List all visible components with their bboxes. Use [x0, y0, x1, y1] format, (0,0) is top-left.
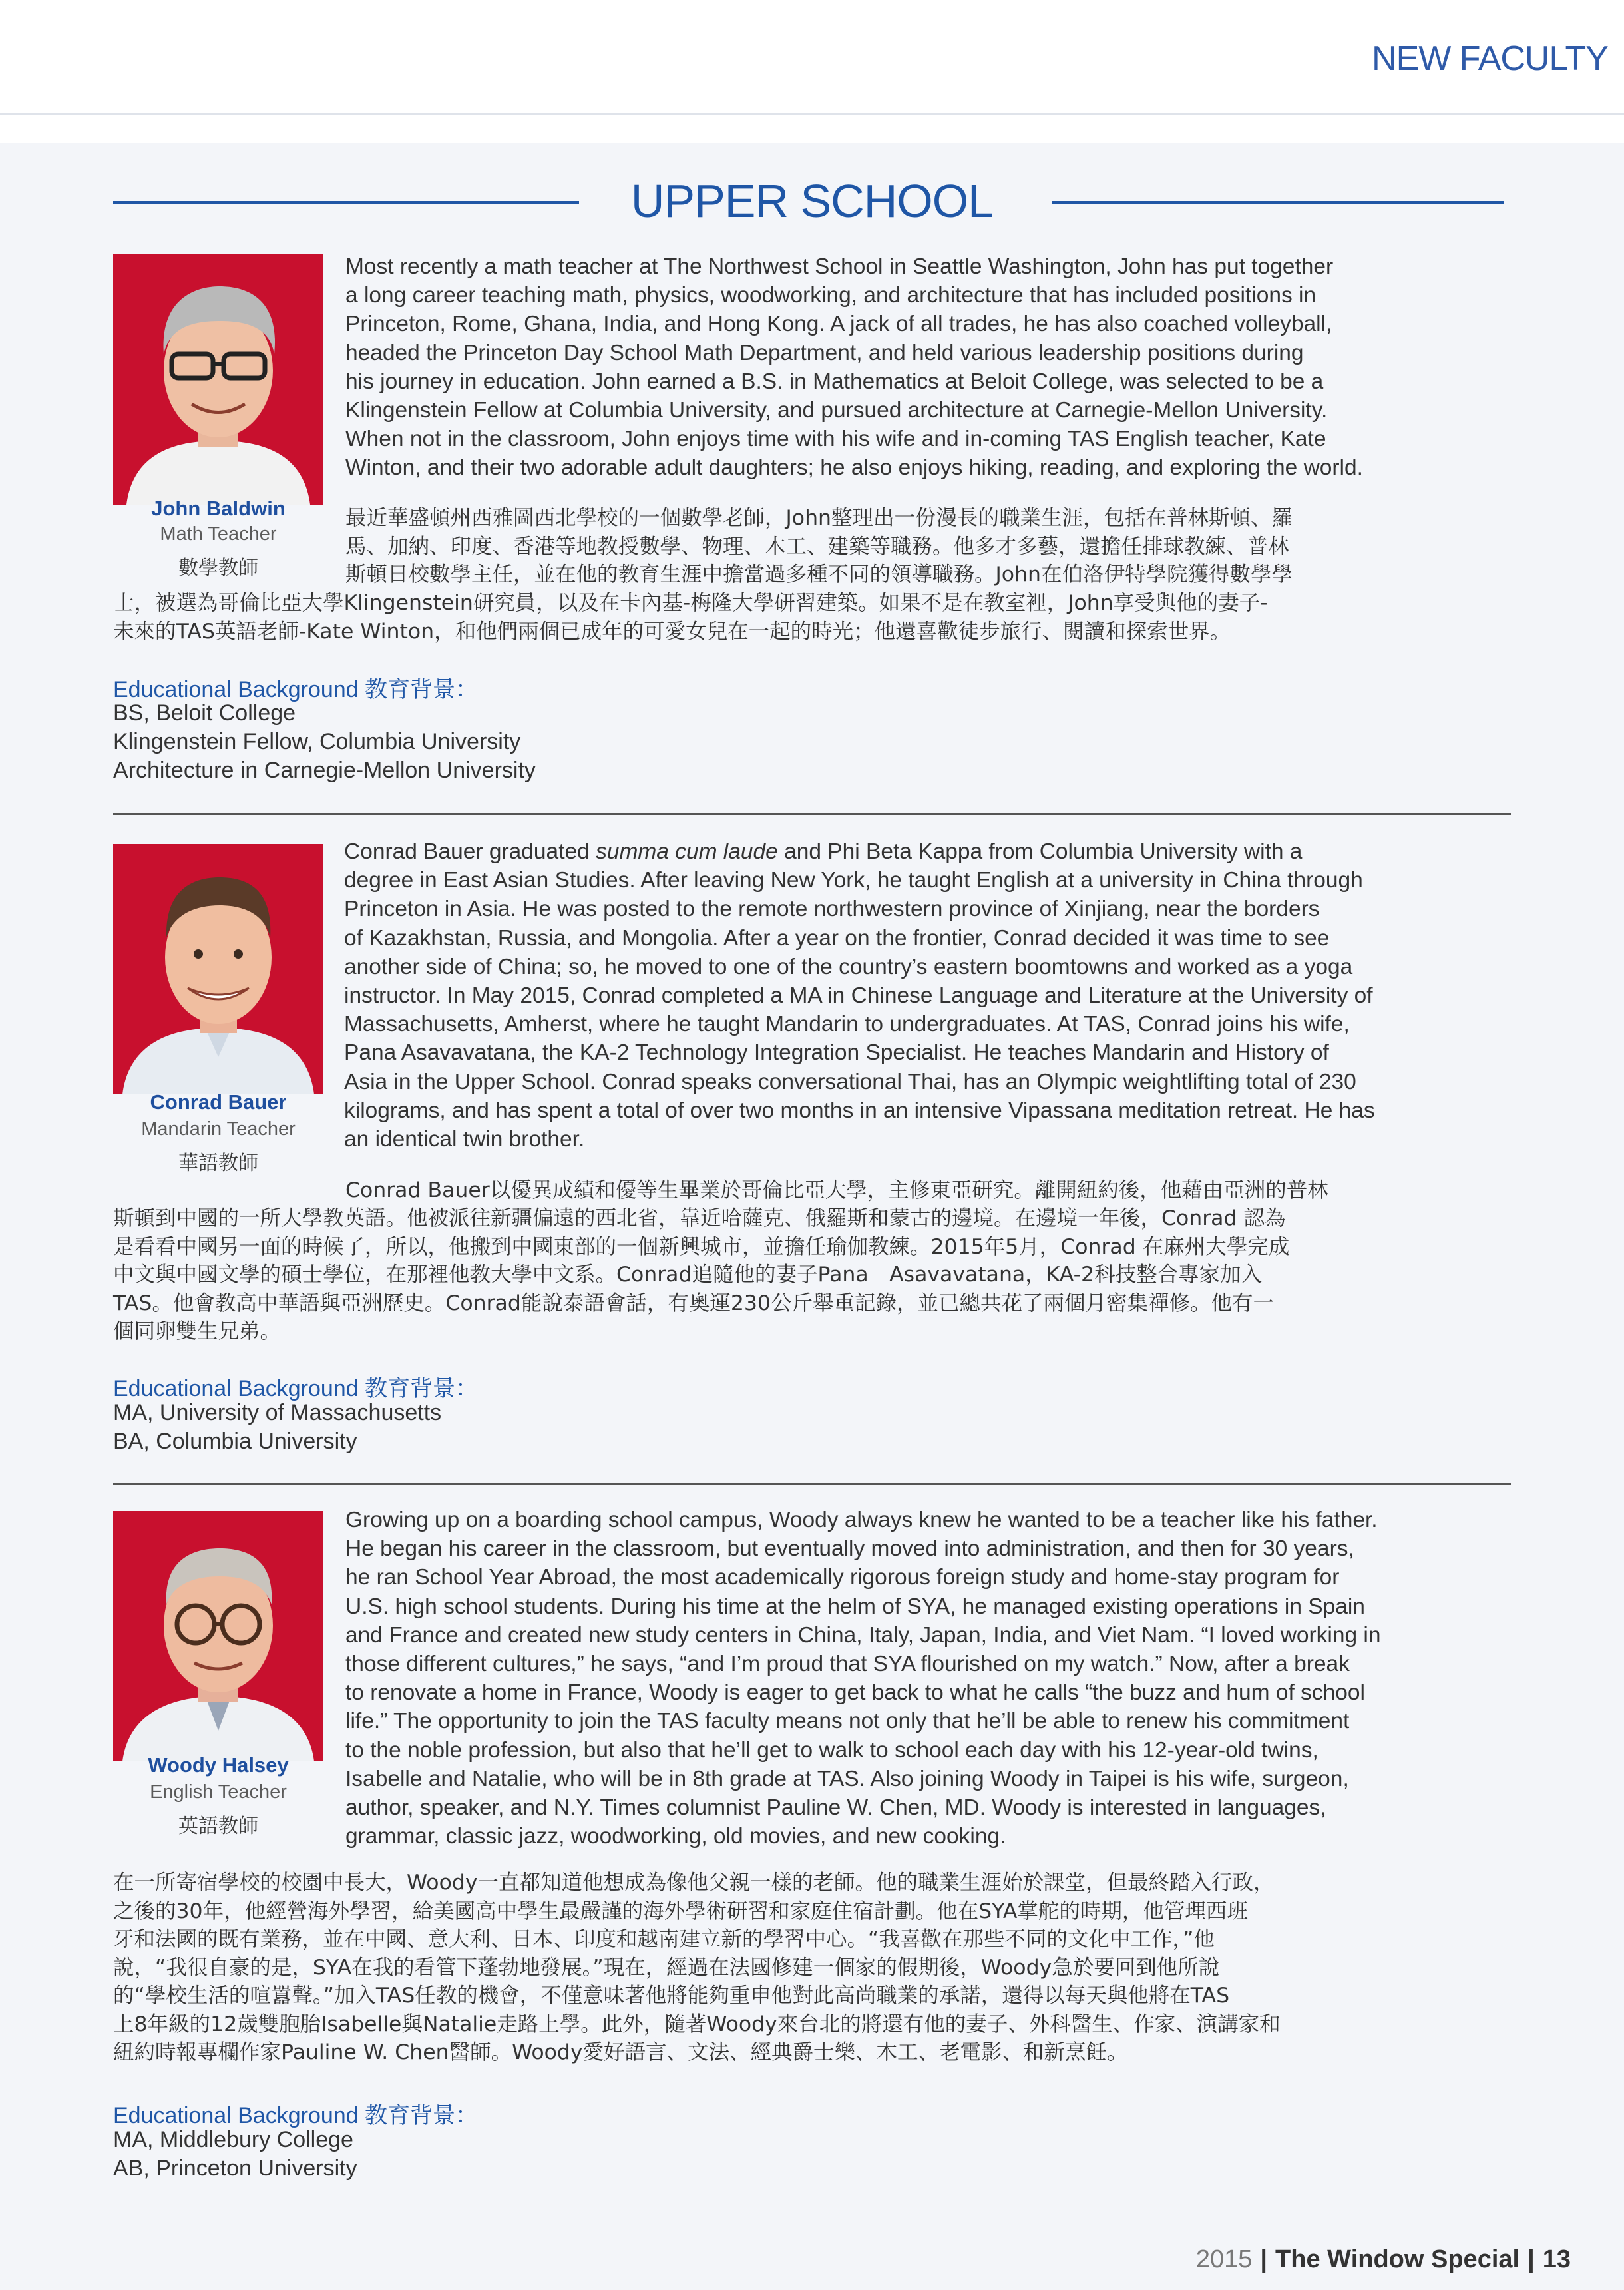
- bio-line: instructor. In May 2015, Conrad completed a MA in Chinese Language and Literature at the University of: [344, 983, 1373, 1009]
- bio-zh-line: 最近華盛頓州西雅圖西北學校的一個數學老師，John整理出一份漫長的職業生涯，包括在普林斯頓、羅: [345, 506, 1293, 530]
- bio-zh-line: 的“學校生活的喧囂聲。”加入TAS任教的機會，不僅意味著他將能夠重申他對此高尚職業的承諾，還得以每天與他將在TAS: [113, 1984, 1230, 2008]
- bio-line: another side of China; so, he moved to one of the country’s eastern boomtowns and worked as a yoga: [344, 954, 1353, 979]
- bio-line: degree in East Asian Studies. After leaving New York, he taught English at a university in China through: [344, 868, 1363, 893]
- bio-line: of Kazakhstan, Russia, and Mongolia. After a year on the frontier, Conrad decided it was time to see: [344, 925, 1330, 951]
- education-item: BS, Beloit College: [113, 700, 296, 726]
- bio-text: Conrad Bauer graduated: [344, 839, 596, 864]
- footer-year: 2015: [1195, 2245, 1253, 2273]
- section-divider: [113, 813, 1511, 815]
- profile-role: Math Teacher: [160, 523, 277, 545]
- bio-zh-line: 斯頓到中國的一所大學教英語。他被派往新疆偏遠的西北省，靠近哈薩克、俄羅斯和蒙古的邊境。在邊境一年後，Conrad 認為: [113, 1206, 1286, 1230]
- page-number: 13: [1542, 2245, 1571, 2273]
- bio-english: [345, 1506, 1511, 1851]
- bio-line: his journey in education. John earned a B.S. in Mathematics at Beloit College, was selected to be a: [345, 369, 1324, 394]
- education-item: MA, University of Massachusetts: [113, 1400, 442, 1425]
- portrait-illustration: [113, 844, 323, 1094]
- bio-line: Massachusetts, Amherst, where he taught Mandarin to undergraduates. At TAS, Conrad joins his wife,: [344, 1012, 1350, 1037]
- bio-line: and France and created new study centers in China, Italy, Japan, India, and Viet Nam. “I loved working in: [345, 1622, 1381, 1648]
- profile-role: Mandarin Teacher: [141, 1118, 296, 1140]
- bio-zh-line: 紐約時報專欄作家Pauline W. Chen醫師。Woody愛好語言、文法、經典爵士樂、木工、老電影、和新烹飪。: [113, 2040, 1128, 2064]
- education-item: BA, Columbia University: [113, 1429, 357, 1454]
- profile-name: Conrad Bauer: [150, 1090, 287, 1114]
- bio-chinese: [345, 504, 1511, 589]
- bio-line: headed the Princeton Day School Math Department, and held various leadership positions during: [345, 340, 1304, 365]
- bio-zh-line: 中文與中國文學的碩士學位，在那裡他教大學中文系。Conrad追隨他的妻子Pana Asavavatana，KA-2科技整合專家加入: [113, 1263, 1263, 1287]
- bio-line: Isabelle and Natalie, who will be in 8th grade at TAS. Also joining Woody in Taipei is his wife, surgeon,: [345, 1766, 1349, 1791]
- bio-zh-line: 是看看中國另一面的時候了，所以，他搬到中國東部的一個新興城市，並擔任瑜伽教練。2015年5月，Conrad 在麻州大學完成: [113, 1234, 1290, 1259]
- education-heading: Educational Background 教育背景：: [113, 2103, 479, 2128]
- bio-line: he ran School Year Abroad, the most academically rigorous foreign study and home-stay program for: [345, 1565, 1340, 1590]
- bio-chinese-continued: [113, 589, 1511, 646]
- profile-role-zh: 英語教師: [178, 1815, 258, 1837]
- bio-chinese: [113, 1869, 1511, 2067]
- bio-english: [345, 252, 1511, 483]
- bio-line: life.” The opportunity to join the TAS faculty means not only that he’ll be able to renew his commitment: [345, 1709, 1350, 1734]
- education-item: AB, Princeton University: [113, 2156, 357, 2181]
- education-item: Klingenstein Fellow, Columbia University: [113, 729, 521, 754]
- bio-line: Princeton in Asia. He was posted to the remote northwestern province of Xinjiang, near the borders: [344, 897, 1320, 922]
- bio-text: and Phi Beta Kappa from Columbia University with a: [777, 839, 1303, 864]
- bio-line: Winton, and their two adorable adult daughters; he also enjoys hiking, reading, and exploring the world.: [345, 455, 1363, 481]
- bio-line: Klingenstein Fellow at Columbia University, and pursued architecture at Carnegie-Mellon University.: [345, 398, 1328, 423]
- profile-name: John Baldwin: [151, 497, 286, 520]
- bio-zh-line: 個同卵雙生兄弟。: [113, 1319, 282, 1343]
- profile-name: Woody Halsey: [148, 1753, 289, 1777]
- footer-divider: |: [1260, 2245, 1268, 2273]
- bio-chinese-continued: [113, 1204, 1511, 1346]
- bio-line: author, speaker, and N.Y. Times columnist Pauline W. Chen, MD. Woody is interested in languages,: [345, 1795, 1326, 1821]
- bio-line: a long career teaching math, physics, woodworking, and architecture that has included positions in: [345, 283, 1317, 308]
- photo-john-baldwin: [113, 254, 323, 505]
- bio-line: Asia in the Upper School. Conrad speaks conversational Thai, has an Olympic weightlifting total of 230: [344, 1069, 1356, 1094]
- bio-line: grammar, classic jazz, woodworking, old movies, and new cooking.: [345, 1824, 1006, 1849]
- bio-zh-line: 牙和法國的既有業務，並在中國、意大利、日本、印度和越南建立新的學習中心。“我喜歡在那些不同的文化中工作，”他: [113, 1927, 1215, 1951]
- profile-role: English Teacher: [150, 1781, 287, 1803]
- bio-line: Princeton, Rome, Ghana, India, and Hong Kong. A jack of all trades, he has also coached volleyball,: [345, 312, 1332, 337]
- photo-conrad-bauer: [113, 844, 323, 1094]
- profile-role-zh: 華語教師: [178, 1152, 258, 1174]
- bio-zh-line: 在一所寄宿學校的校園中長大，Woody一直都知道他想成為像他父親一樣的老師。他的職業生涯始於課堂，但最終踏入行政，: [113, 1871, 1275, 1895]
- bio-zh-line: 斯頓日校數學主任，並在他的教育生涯中擔當過多種不同的領導職務。John在伯洛伊特學院獲得數學學: [345, 563, 1293, 586]
- page-heading: UPPER SCHOOL: [630, 175, 994, 227]
- bio-zh-line: 之後的30年，他經營海外學習，給美國高中學生最嚴謹的海外學術研習和家庭住宿計劃。他在SYA掌舵的時期，他管理西班: [113, 1899, 1248, 1923]
- bio-line: Most recently a math teacher at The Northwest School in Seattle Washington, John has put together: [345, 254, 1334, 279]
- portrait-illustration: [113, 254, 323, 505]
- bio-line: Growing up on a boarding school campus, Woody always knew he wanted to be a teacher like his father.: [345, 1508, 1378, 1532]
- bio-zh-line: 士，被選為哥倫比亞大學Klingenstein研究員，以及在卡內基-梅隆大學研習建築。如果不是在教室裡，John享受與他的妻子-: [113, 591, 1268, 615]
- photo-woody-halsey: [113, 1511, 323, 1761]
- bio-line-first: [344, 837, 1511, 866]
- bio-line: an identical twin brother.: [344, 1127, 585, 1152]
- education-item: Architecture in Carnegie-Mellon University: [113, 758, 536, 783]
- bio-zh-line: Conrad Bauer以優異成績和優等生畢業於哥倫比亞大學，主修東亞研究。離開紐約後，他藉由亞洲的普林: [345, 1178, 1328, 1202]
- heading-rule-right: [1052, 201, 1504, 204]
- bio-zh-line: 馬、加納、印度、香港等地教授數學、物理、木工、建築等職務。他多才多藝，還擔任排球教練、普林: [345, 534, 1289, 559]
- bio-chinese: [345, 1176, 1511, 1205]
- bio-line: Pana Asavavatana, the KA-2 Technology Integration Specialist. He teaches Mandarin and History of: [344, 1040, 1329, 1066]
- education-heading: Educational Background 教育背景：: [113, 1376, 479, 1401]
- section-divider: [113, 1483, 1511, 1485]
- bio-line: When not in the classroom, John enjoys time with his wife and in-coming TAS English teacher, Kate: [345, 427, 1326, 452]
- bio-english: [344, 837, 1511, 1154]
- footer-publication: The Window Special: [1275, 2245, 1520, 2273]
- bio-line: to the noble profession, but also that he’ll get to walk to school each day with his 12-year-old twins,: [345, 1737, 1319, 1763]
- bio-line: U.S. high school students. During his time at the helm of SYA, he managed existing operations in Spain: [345, 1594, 1365, 1619]
- bio-emphasis: summa cum laude: [596, 839, 778, 864]
- bio-zh-line: 未來的TAS英語老師-Kate Winton，和他們兩個已成年的可愛女兒在一起的時光；他還喜歡徒步旅行、閱讀和探索世界。: [113, 619, 1231, 644]
- education-item: MA, Middlebury College: [113, 2127, 353, 2152]
- page-footer: [1196, 2245, 1571, 2274]
- bio-zh-line: 說，“我很自豪的是，SYA在我的看管下蓬勃地發展。”現在，經過在法國修建一個家的假期後，Woody急於要回到他所說: [113, 1955, 1220, 1980]
- portrait-illustration: [113, 1511, 323, 1761]
- bio-line: those different cultures,” he says, “and I’m proud that SYA flourished on my watch.” Now, after a break: [345, 1652, 1350, 1677]
- bio-line: He began his career in the classroom, but eventually moved into administration, and then for 30 years,: [345, 1536, 1354, 1562]
- bio-line: to renovate a home in France, Woody is eager to get back to what he calls “the buzz and hum of school: [345, 1680, 1365, 1706]
- bio-line: kilograms, and has spent a total of over two months in an intensive Vipassana meditation retreat. He has: [344, 1098, 1375, 1123]
- profile-role-zh: 數學教師: [178, 557, 258, 579]
- top-band-rule: [0, 113, 1624, 115]
- bio-zh-line: TAS。他會教高中華語與亞洲歷史。Conrad能說泰語會話，有奧運230公斤舉重記錄，並已總共花了兩個月密集禪修。他有一: [113, 1291, 1274, 1315]
- bio-zh-line: 上8年級的12歲雙胞胎Isabelle與Natalie走路上學。此外，隨著Woody來台北的將還有他的妻子、外科醫生、作家、演講家和: [113, 2012, 1281, 2036]
- education-heading: Educational Background 教育背景：: [113, 677, 479, 702]
- footer-divider: |: [1527, 2245, 1535, 2273]
- section-label: NEW FACULTY: [1372, 39, 1608, 78]
